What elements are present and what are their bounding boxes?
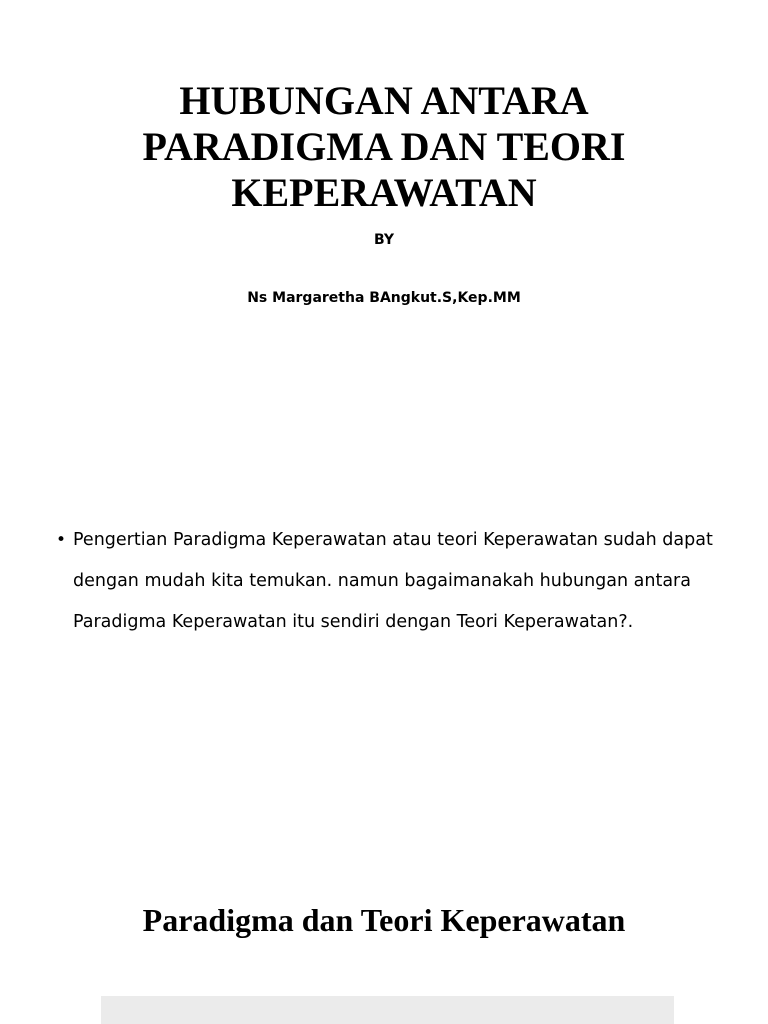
title-line-3: KEPERAWATAN [231, 170, 537, 215]
bullet-item [56, 520, 716, 643]
slide-3 [0, 860, 768, 1024]
bullet-dot-icon: • [56, 530, 67, 550]
bullet-text: Pengertian Paradigma Keperawatan atau teori Keperawatan sudah dapat dengan mudah kita temukan. namun bagaimanakah hubungan antara Paradigma Keperawatan itu sendiri dengan Teori Keperawatan?. [73, 530, 713, 632]
title-line-2: PARADIGMA DAN TEORI [142, 124, 626, 169]
slide-2 [0, 400, 768, 860]
slide-title [0, 78, 768, 216]
title-line-1: HUBUNGAN ANTARA [179, 78, 589, 123]
by-label: BY [373, 232, 395, 248]
content-panel [101, 996, 674, 1024]
author-name: Ns Margaretha BAngkut.S,Kep.MM [247, 290, 521, 306]
slide-1 [0, 0, 768, 400]
bullet-list [56, 520, 716, 643]
slide-3-title: Paradigma dan Teori Keperawatan [142, 902, 626, 938]
